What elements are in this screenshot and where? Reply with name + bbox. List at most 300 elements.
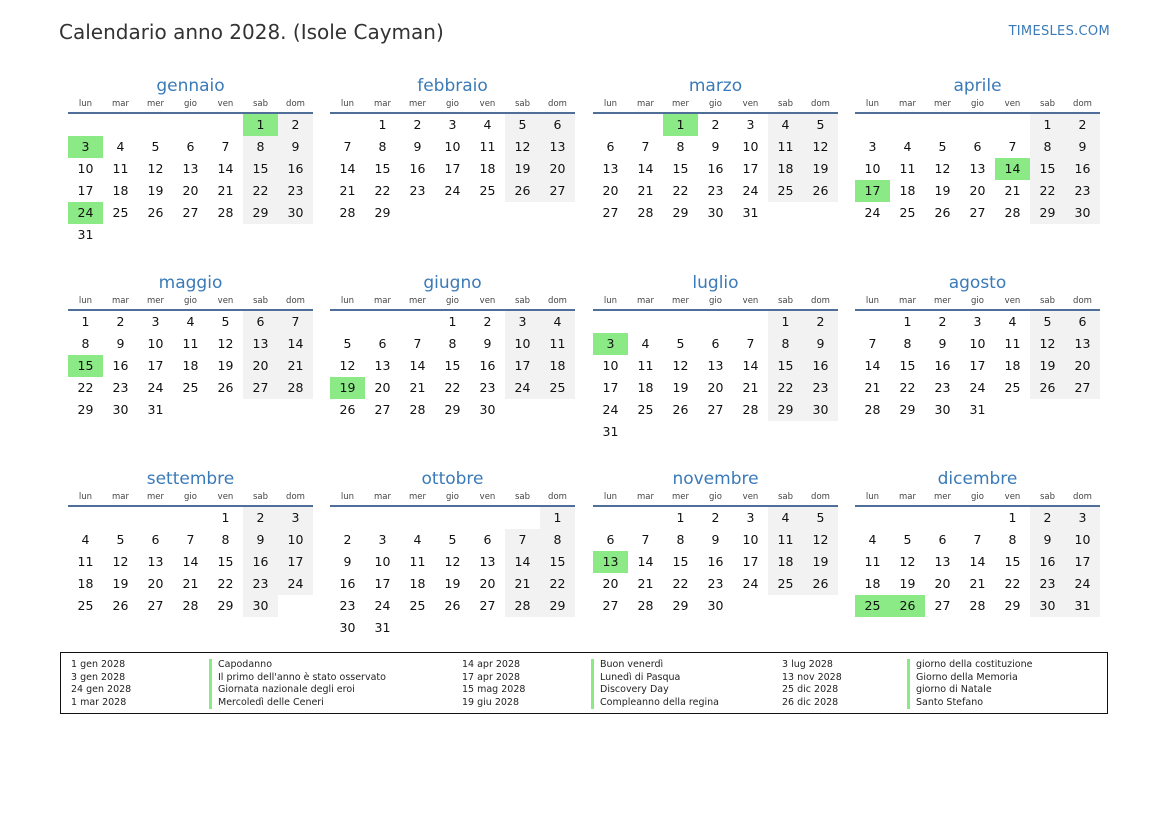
day-cell: 6 <box>243 311 278 333</box>
week-row <box>593 399 838 421</box>
day-cell: 21 <box>505 573 540 595</box>
weekday-label: mer <box>671 492 689 502</box>
day-cell: 1 <box>448 314 457 329</box>
week-row <box>68 333 313 355</box>
day-cell: 24 <box>864 205 881 220</box>
week-row <box>855 377 1100 399</box>
day-cell: 18 <box>182 358 199 373</box>
day-cell: 27 <box>1065 377 1100 399</box>
weekday-label: dom <box>548 99 567 109</box>
day-cell: 22 <box>540 573 575 595</box>
weekday-label: dom <box>286 492 305 502</box>
weekday-label: gio <box>971 99 984 109</box>
day-cell: 26 <box>112 598 129 613</box>
day-cell: 15 <box>444 358 461 373</box>
day-cell: 30 <box>1065 202 1100 224</box>
week-row <box>593 333 838 355</box>
day-cell: 20 <box>934 576 951 591</box>
day-cell: 23 <box>339 598 356 613</box>
week-row <box>855 551 1100 573</box>
day-cell: 16 <box>339 576 356 591</box>
empty-day-cell <box>278 224 313 246</box>
weekday-label: mar <box>637 296 654 306</box>
empty-day-cell <box>330 507 365 529</box>
day-cell: 19 <box>1030 355 1065 377</box>
day-cell: 30 <box>803 399 838 421</box>
day-cell: 14 <box>637 554 654 569</box>
day-cell: 28 <box>278 377 313 399</box>
day-cell: 18 <box>409 576 426 591</box>
day-cell: 15 <box>768 355 803 377</box>
week-row <box>593 114 838 136</box>
month-name: novembre <box>672 469 759 489</box>
weekday-label: mer <box>146 99 164 109</box>
empty-day-cell <box>803 595 838 617</box>
day-cell: 21 <box>278 355 313 377</box>
day-cell: 15 <box>540 551 575 573</box>
day-cell: 6 <box>938 532 947 547</box>
month-name: maggio <box>158 273 223 293</box>
weekday-label: lun <box>865 296 880 306</box>
weekday-label: dom <box>811 492 830 502</box>
day-cell: 16 <box>243 551 278 573</box>
weekday-label: sab <box>252 99 269 109</box>
month-marzo <box>593 75 838 224</box>
day-cell: 19 <box>505 158 540 180</box>
day-cell: 12 <box>803 136 838 158</box>
holiday-day-cell: 13 <box>593 551 628 573</box>
holiday-name: Mercoledì delle Ceneri <box>209 697 386 710</box>
weekday-label: mar <box>899 492 916 502</box>
legend-date-column <box>71 659 131 709</box>
day-cell: 4 <box>1008 314 1017 329</box>
day-cell: 8 <box>378 139 387 154</box>
empty-day-cell <box>243 224 278 246</box>
empty-day-cell <box>173 399 208 421</box>
weekday-label: sab <box>514 296 531 306</box>
day-cell: 7 <box>343 139 352 154</box>
empty-day-cell <box>698 311 733 333</box>
holiday-name: Compleanno della regina <box>591 697 719 710</box>
weekday-label: ven <box>742 99 759 109</box>
day-cell: 31 <box>602 424 619 439</box>
day-cell: 9 <box>243 529 278 551</box>
day-cell: 22 <box>374 183 391 198</box>
weekday-header <box>68 294 313 311</box>
week-row <box>855 507 1100 529</box>
day-cell: 10 <box>742 532 759 547</box>
week-row <box>855 114 1100 136</box>
week-row <box>68 377 313 399</box>
week-row <box>330 311 575 333</box>
week-row <box>855 180 1100 202</box>
day-cell: 7 <box>868 336 877 351</box>
weekday-label: sab <box>1039 296 1056 306</box>
day-cell: 31 <box>969 402 986 417</box>
day-cell: 10 <box>742 139 759 154</box>
holiday-date: 14 apr 2028 <box>462 659 521 670</box>
day-cell: 11 <box>864 554 881 569</box>
day-cell: 14 <box>505 551 540 573</box>
weekday-label: mar <box>374 99 391 109</box>
day-cell: 23 <box>243 573 278 595</box>
day-cell: 24 <box>969 380 986 395</box>
day-cell: 10 <box>505 333 540 355</box>
week-row <box>330 202 575 224</box>
holiday-name: Capodanno <box>209 659 386 672</box>
empty-day-cell <box>733 311 768 333</box>
empty-day-cell <box>103 507 138 529</box>
day-cell: 17 <box>742 161 759 176</box>
week-row <box>855 202 1100 224</box>
day-cell: 9 <box>116 336 125 351</box>
week-row <box>593 311 838 333</box>
day-cell: 30 <box>112 402 129 417</box>
holiday-name: Giorno della Memoria <box>907 672 1032 685</box>
day-cell: 6 <box>711 336 720 351</box>
day-cell: 23 <box>409 183 426 198</box>
day-cell: 24 <box>602 402 619 417</box>
month-name: ottobre <box>421 469 484 489</box>
day-cell: 7 <box>641 532 650 547</box>
week-row <box>68 529 313 551</box>
weekday-label: dom <box>286 296 305 306</box>
day-cell: 11 <box>479 139 496 154</box>
empty-day-cell <box>505 399 540 421</box>
day-cell: 11 <box>899 161 916 176</box>
weekday-label: ven <box>217 296 234 306</box>
empty-day-cell <box>400 507 435 529</box>
weekday-label: dom <box>1073 492 1092 502</box>
empty-day-cell <box>505 507 540 529</box>
weekday-label: sab <box>777 99 794 109</box>
day-cell: 2 <box>243 507 278 529</box>
day-cell: 13 <box>602 161 619 176</box>
empty-day-cell <box>278 399 313 421</box>
day-cell: 29 <box>1004 598 1021 613</box>
day-cell: 21 <box>1004 183 1021 198</box>
weekday-header <box>68 97 313 114</box>
month-luglio <box>593 272 838 443</box>
empty-day-cell <box>470 202 505 224</box>
day-cell: 5 <box>676 336 685 351</box>
weekday-label: gio <box>709 296 722 306</box>
day-cell: 26 <box>217 380 234 395</box>
day-cell: 24 <box>147 380 164 395</box>
day-cell: 21 <box>637 183 654 198</box>
empty-day-cell <box>995 114 1030 136</box>
day-cell: 1 <box>1008 510 1017 525</box>
day-cell: 23 <box>278 180 313 202</box>
day-cell: 12 <box>672 358 689 373</box>
holiday-name: Discovery Day <box>591 684 719 697</box>
day-cell: 29 <box>672 205 689 220</box>
weekday-label: sab <box>514 492 531 502</box>
weekday-label: mar <box>637 492 654 502</box>
day-cell: 6 <box>378 336 387 351</box>
day-cell: 29 <box>77 402 94 417</box>
empty-day-cell <box>855 507 890 529</box>
empty-day-cell <box>925 114 960 136</box>
week-row <box>855 311 1100 333</box>
empty-day-cell <box>855 311 890 333</box>
day-cell: 2 <box>711 510 720 525</box>
empty-day-cell <box>243 399 278 421</box>
empty-day-cell <box>540 399 575 421</box>
empty-day-cell <box>803 202 838 224</box>
day-cell: 6 <box>151 532 160 547</box>
day-cell: 14 <box>742 358 759 373</box>
empty-day-cell <box>505 617 540 639</box>
day-cell: 20 <box>182 183 199 198</box>
day-cell: 4 <box>540 311 575 333</box>
holiday-name: Santo Stefano <box>907 697 1032 710</box>
day-cell: 11 <box>1004 336 1021 351</box>
week-row <box>855 355 1100 377</box>
empty-day-cell <box>995 399 1030 421</box>
day-cell: 8 <box>221 532 230 547</box>
empty-day-cell <box>470 617 505 639</box>
week-row <box>855 529 1100 551</box>
day-cell: 13 <box>707 358 724 373</box>
day-cell: 9 <box>711 139 720 154</box>
day-cell: 6 <box>483 532 492 547</box>
weekday-label: sab <box>1039 492 1056 502</box>
legend-date-column <box>782 659 842 709</box>
day-cell: 4 <box>186 314 195 329</box>
day-cell: 7 <box>186 532 195 547</box>
empty-day-cell <box>173 114 208 136</box>
day-cell: 9 <box>483 336 492 351</box>
empty-day-cell <box>960 114 995 136</box>
day-cell: 20 <box>602 183 619 198</box>
week-row <box>330 595 575 617</box>
weekday-label: lun <box>340 492 355 502</box>
day-cell: 1 <box>768 311 803 333</box>
day-cell: 9 <box>803 333 838 355</box>
day-cell: 5 <box>448 532 457 547</box>
day-cell: 11 <box>768 529 803 551</box>
empty-day-cell <box>925 507 960 529</box>
day-cell: 10 <box>374 554 391 569</box>
day-cell: 22 <box>77 380 94 395</box>
weekday-label: mar <box>899 99 916 109</box>
day-cell: 25 <box>768 180 803 202</box>
week-row <box>68 551 313 573</box>
empty-day-cell <box>68 507 103 529</box>
month-name: agosto <box>948 273 1007 293</box>
week-row <box>855 136 1100 158</box>
day-cell: 5 <box>803 114 838 136</box>
day-cell: 3 <box>448 117 457 132</box>
day-cell: 31 <box>1065 595 1100 617</box>
day-cell: 22 <box>672 183 689 198</box>
day-cell: 22 <box>1004 576 1021 591</box>
day-cell: 13 <box>540 136 575 158</box>
month-name: luglio <box>692 273 739 293</box>
month-name: marzo <box>688 76 743 96</box>
weekday-label: dom <box>548 296 567 306</box>
week-row <box>68 202 313 224</box>
month-dicembre <box>855 468 1100 617</box>
weekday-label: lun <box>603 492 618 502</box>
day-cell: 6 <box>540 114 575 136</box>
day-cell: 29 <box>672 598 689 613</box>
day-cell: 1 <box>81 314 90 329</box>
day-cell: 19 <box>803 551 838 573</box>
day-cell: 12 <box>147 161 164 176</box>
empty-day-cell <box>1065 399 1100 421</box>
empty-day-cell <box>173 507 208 529</box>
day-cell: 2 <box>483 314 492 329</box>
day-cell: 24 <box>742 576 759 591</box>
day-cell: 16 <box>409 161 426 176</box>
weekday-label: mar <box>374 492 391 502</box>
day-cell: 10 <box>444 139 461 154</box>
day-cell: 12 <box>217 336 234 351</box>
weekday-label: gio <box>184 492 197 502</box>
day-cell: 19 <box>934 183 951 198</box>
empty-day-cell <box>208 399 243 421</box>
day-cell: 21 <box>339 183 356 198</box>
week-row <box>593 421 838 443</box>
day-cell: 21 <box>864 380 881 395</box>
month-gennaio <box>68 75 313 246</box>
weekday-label: lun <box>340 99 355 109</box>
week-row <box>330 617 575 639</box>
day-cell: 24 <box>278 573 313 595</box>
weekday-label: ven <box>1004 99 1021 109</box>
week-row <box>593 551 838 573</box>
week-row <box>330 399 575 421</box>
weekday-label: mer <box>408 492 426 502</box>
weekday-header <box>855 97 1100 114</box>
week-row <box>68 224 313 246</box>
day-cell: 16 <box>479 358 496 373</box>
day-cell: 30 <box>707 205 724 220</box>
empty-day-cell <box>803 421 838 443</box>
week-row <box>330 333 575 355</box>
day-cell: 28 <box>409 402 426 417</box>
month-agosto <box>855 272 1100 421</box>
holiday-name: Lunedì di Pasqua <box>591 672 719 685</box>
month-name: aprile <box>953 76 1002 96</box>
day-cell: 31 <box>742 205 759 220</box>
legend-name-column <box>907 659 1032 709</box>
day-cell: 13 <box>147 554 164 569</box>
day-cell: 30 <box>1030 595 1065 617</box>
day-cell: 17 <box>444 161 461 176</box>
day-cell: 13 <box>182 161 199 176</box>
week-row <box>593 377 838 399</box>
month-name: settembre <box>146 469 235 489</box>
day-cell: 4 <box>116 139 125 154</box>
day-cell: 21 <box>409 380 426 395</box>
week-row <box>330 377 575 399</box>
day-cell: 13 <box>479 554 496 569</box>
weekday-label: mer <box>671 99 689 109</box>
weekday-label: mer <box>146 296 164 306</box>
empty-day-cell <box>733 421 768 443</box>
day-cell: 1 <box>676 510 685 525</box>
week-row <box>68 136 313 158</box>
day-cell: 13 <box>934 554 951 569</box>
day-cell: 7 <box>1008 139 1017 154</box>
day-cell: 24 <box>444 183 461 198</box>
day-cell: 6 <box>1065 311 1100 333</box>
weekday-label: mer <box>933 492 951 502</box>
day-cell: 4 <box>903 139 912 154</box>
month-maggio <box>68 272 313 421</box>
day-cell: 27 <box>147 598 164 613</box>
day-cell: 8 <box>540 529 575 551</box>
week-row <box>593 202 838 224</box>
day-cell: 31 <box>374 620 391 635</box>
empty-day-cell <box>628 507 663 529</box>
day-cell: 28 <box>637 205 654 220</box>
weekday-label: mar <box>637 99 654 109</box>
day-cell: 7 <box>413 336 422 351</box>
empty-day-cell <box>400 617 435 639</box>
holiday-date: 15 mag 2028 <box>462 684 526 696</box>
day-cell: 3 <box>868 139 877 154</box>
day-cell: 19 <box>444 576 461 591</box>
weekday-label: mer <box>933 99 951 109</box>
day-cell: 31 <box>147 402 164 417</box>
day-cell: 9 <box>938 336 947 351</box>
day-cell: 28 <box>182 598 199 613</box>
day-cell: 29 <box>1030 202 1065 224</box>
empty-day-cell <box>435 617 470 639</box>
day-cell: 15 <box>1030 158 1065 180</box>
weekday-label: gio <box>709 99 722 109</box>
day-cell: 21 <box>182 576 199 591</box>
day-cell: 26 <box>147 205 164 220</box>
week-row <box>593 158 838 180</box>
day-cell: 1 <box>1030 114 1065 136</box>
holiday-date: 19 giu 2028 <box>462 696 519 708</box>
weekday-label: dom <box>286 99 305 109</box>
day-cell: 5 <box>116 532 125 547</box>
day-cell: 10 <box>864 161 881 176</box>
day-cell: 14 <box>217 161 234 176</box>
day-cell: 18 <box>899 183 916 198</box>
weekday-label: sab <box>252 296 269 306</box>
holiday-date: 3 gen 2028 <box>71 671 126 683</box>
day-cell: 29 <box>444 402 461 417</box>
day-cell: 27 <box>182 205 199 220</box>
day-cell: 17 <box>147 358 164 373</box>
holiday-name: Buon venerdì <box>591 659 719 672</box>
day-cell: 2 <box>413 117 422 132</box>
day-cell: 4 <box>641 336 650 351</box>
day-cell: 14 <box>969 554 986 569</box>
day-cell: 9 <box>711 532 720 547</box>
weekday-label: ven <box>1004 492 1021 502</box>
day-cell: 2 <box>803 311 838 333</box>
day-cell: 14 <box>864 358 881 373</box>
day-cell: 26 <box>1030 377 1065 399</box>
site-link[interactable]: TIMESLES.COM <box>1008 24 1110 39</box>
holiday-date: 1 mar 2028 <box>71 696 127 708</box>
month-name: giugno <box>423 273 482 293</box>
empty-day-cell <box>208 224 243 246</box>
weekday-header <box>593 294 838 311</box>
day-cell: 12 <box>934 161 951 176</box>
day-cell: 4 <box>81 532 90 547</box>
day-cell: 7 <box>278 311 313 333</box>
empty-day-cell <box>890 114 925 136</box>
